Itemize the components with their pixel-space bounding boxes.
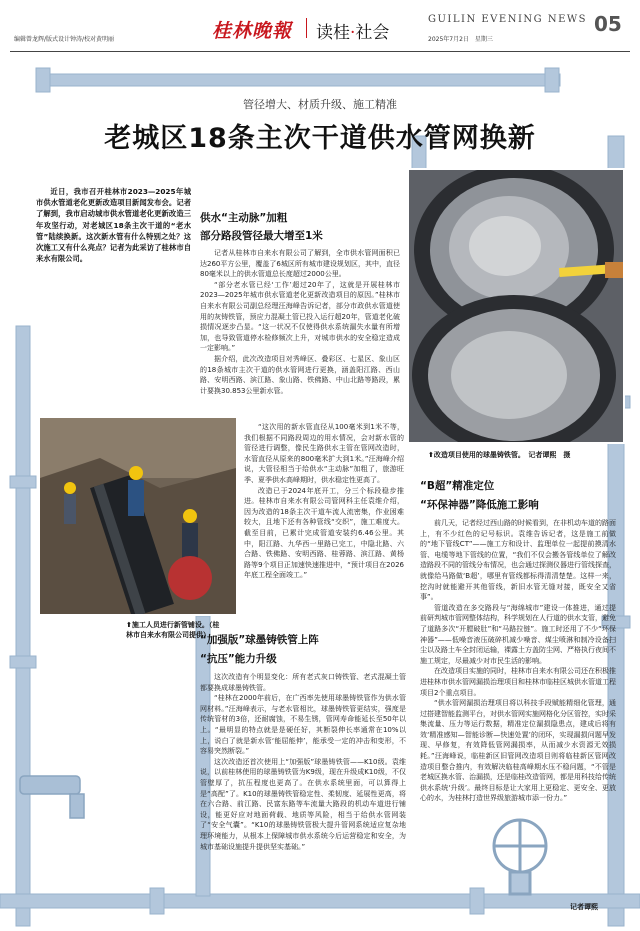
- section2-heading2: “抗压”能力升级: [200, 653, 277, 665]
- lead-text: 近日，我市召开桂林市2023—2025年城市供水管道老化更新改造项目新闻发布会。记者了解到，我市启动城市供水管道老化更新改造三年攻坚行动，对老城区18条主次干道的“老水管”陆续换新。这次新水管有什么特别之处？这次施工又有什么亮点？记者为此采访了桂林市自来水有限公司。: [36, 187, 191, 264]
- lead-paragraph: [36, 186, 191, 264]
- section1-para3: 据介绍，此次改造项目对秀峰区、叠彩区、七星区、象山区的18条城市主次干道的供水管网进行更换，涵盖阳江路、西山路、安明西路、滨江路、象山路、铁佛路、中山北路等路段，累计要换30.853公里新水管。: [200, 354, 400, 395]
- page-number: 05: [594, 12, 622, 36]
- section1-body-top: [200, 248, 400, 418]
- section3-para4: “供水管网漏损治理项目将以科技手段赋能精细化管理，通过搭建智能监测平台，对供水管网实施网格化分区管控，实时采集流量、压力等运行数据，精准定位漏损隐患点，建成后将有效‘精准感知—智能诊断—快速处置’的闭环，实现漏损问题早发现、早修复，有效降低管网漏损率，从而减少水资源无效损耗。”汪海峰说，临桂新区旧管网改造项目则将临桂新区管网改造项目整合推内，有效解决临桂高峰期水压不稳问题，“不管是老城区换水管、治漏损，还是临桂改造管网，都是用科技给传统供水系统‘升级’。最终目标是让大家用上更稳定、更安全、更放心的水，为桂林打造世界级旅游城市添一份力。”: [420, 699, 616, 803]
- section1-para2: “部分老水管已经‘工作’超过20年了，这就是开展桂林市2023—2025年城市供水管道老化更新改造项目的原因。”桂林市自来水有限公司副总经理汪海峰告诉记者，部分市政供水管道使用的灰铸铁管，预应力混凝土管已投入运行超20年，管道老化破损情况逐步凸显。“这一状况不仅使得供水系统漏失水量有所增加，也导致管道停水检修频次上升，对城市供水的安全稳定造成一定影响。”: [200, 280, 400, 353]
- construction-workers-image: [40, 418, 236, 614]
- ductile-iron-pipe-image: [409, 170, 623, 442]
- section2-body: [200, 672, 406, 912]
- photo-pipes: [407, 168, 625, 444]
- section-dot: ·: [350, 23, 356, 43]
- masthead-rule: [10, 51, 630, 52]
- newspaper-logo: 桂林晚報: [212, 20, 293, 42]
- section1-para5: 改造已于2024年底开工，分三个标段稳步推进。桂林市自来水有限公司管网科主任袁维介绍，因为改造的18条主次干道车流人流密集，作业困难较大，且地下还有各种管线“交织”，施工难度大。截至目前，已累计完成管道安装约6.46公里。其中，阳江路、九华西一里路已完工，中隐北路、六合路、铁佛路、安明西路、桂蓉路、滨江路、黄杨路等9个项目正加速快速推进中，“预计项目在2026年底工程全面竣工。”: [244, 486, 404, 580]
- photo-workers: [38, 416, 238, 616]
- masthead-divider: [306, 18, 307, 38]
- section3-para2: 管道改造在多交路段与“海绵城市”建设一体推进，通过提前研判城市管网整体结构，科学规划在人行道的供水支管，避免了道路多次“开膛破肚”和“马路拉链”。施工时还用了不少“环保神器”——低噪音液压破碎机减少噪音、煤尘喷淋和制冷设备扫尘以及路土车全封闭运输，裸露土方盖防尘网、严格执行夜间不施工规定，尽最减少对市民生活的影响。: [420, 603, 616, 665]
- photo2-caption: ⬆施工人员进行新管铺设。（桂林市自来水有限公司提供）: [126, 621, 220, 639]
- byline: 记者谭熙: [570, 903, 598, 911]
- section3-para1: 前几天，记者经过西山路的时候看到，在非机动车道的路面上，有不少红色的记号标识。袁维告诉记者，这是施工前做的“地下管线CT”——施工方和设计、监理单位一起提前摸清水管、电缆等地下管线的位置，“我们不仅会搬各管线单位了解改造路段不同的管线分布情况，也会通过探测仪器进行管线探查，就像给马路做‘B超’，哪里有管线都标得清清楚楚。这样一来，挖沟时就能避开其他管线，新旧水管无缝对接，既安全又省事”。: [420, 519, 616, 602]
- section1-body-bottom: [244, 422, 404, 620]
- editor-credits: 编辑曾龙辉/版式设计钟涛/校对黄明丽: [14, 36, 115, 43]
- issue-date: 2025年7月2日 星期三: [428, 36, 493, 43]
- photo1-caption: ⬆改造项目使用的球墨铸铁管。 记者谭熙 摄: [428, 451, 571, 459]
- caption-arrow-icon: ⬆: [126, 621, 132, 629]
- section3-body: [420, 518, 616, 898]
- section-title: [316, 18, 389, 43]
- section-sub: 社会: [355, 23, 390, 43]
- section2-para2: “桂林在2000年前后，在广西率先使用球墨铸铁管作为供水管网材料。”汪海峰表示，与老水管相比，球墨铸铁管更结实，强度是传统管材的3倍，还耐腐蚀，不易生锈，管网寿命能延长至50年以上。“最明显的特点就是是硬任好，其断裂伸长率通常在10%以上，说白了就是新水管‘能屈能伸’，能承受一定的冲击和变形，不容易突然断裂。”: [200, 694, 406, 756]
- masthead: [0, 0, 640, 56]
- section1-heading2: 部分路段管径最大增至1米: [200, 230, 323, 242]
- kicker: 管径增大、材质升级、施工精准: [243, 98, 397, 111]
- section1-heading1: 供水“主动脉”加粗: [200, 212, 288, 224]
- english-title: GUILIN EVENING NEWS: [428, 14, 588, 25]
- headline: 老城区18条主次干道供水管网换新: [104, 123, 536, 154]
- section2-para3: 这次改造还首次使用上“加强版”球墨铸铁管——K10级。袁维说，以前桂林使用的球墨铸铁管为K9级，现在升级成K10级，不仅管壁厚了，抗压程度也更高了。在供水系统里面，可以算得上是“高配”了。K10的球墨铸铁管稳定性、柔韧度、延展性更高，将在六合路、前江路、民富东路等车流量大路段的机动车道进行铺设，能更好应对地面荷载、地质等风险，相当于给供水管网装了“安全气囊”。“K10的球墨铸铁管极大提升管网系统适应复杂地理环境能力，从根本上保障城市供水系统今后运营稳定和安全，为城市基础设施提升提供坚实基础。”: [200, 757, 406, 851]
- caption-arrow-icon: ⬆: [428, 451, 434, 459]
- section2-heading1: “加强版”球墨铸铁管上阵: [200, 634, 319, 646]
- section1-para1: 记者从桂林市自来水有限公司了解到，全市供水管网面积已达260平方公里，覆盖了6城区所有城市建设规划区，其中，直径80毫米以上的供水管道总长度超过2000公里。: [200, 249, 400, 279]
- section1-para4: “这次用的新水管直径从100毫米到1米不等，我们根据不同路段周边的用水情况，会对新水管的管径进行调整，像民生路供水主管在管网改造时，水管直径从原来的800毫米扩大到1米。”汪海峰介绍说，大管径相当于给供水“主动脉”加粗了，旅游旺季、夏季供水高峰期时，供水稳定性更高了。: [244, 423, 404, 484]
- section3-heading2: “环保神器”降低施工影响: [420, 499, 539, 511]
- section3-para3: 在改造项目实施的同时，桂林市自来水有限公司还在积极推进桂林市供水管网漏损治理项目和桂林市临桂区城供水管道工程项目2个重点项目。: [420, 667, 616, 697]
- section2-para1: 这次改造有个明显变化：所有老式灰口铸铁管、老式混凝土管都要换成球墨铸铁管。: [200, 673, 406, 692]
- section3-heading1: “B超”精准定位: [420, 480, 495, 492]
- section-main: 读桂: [316, 23, 350, 43]
